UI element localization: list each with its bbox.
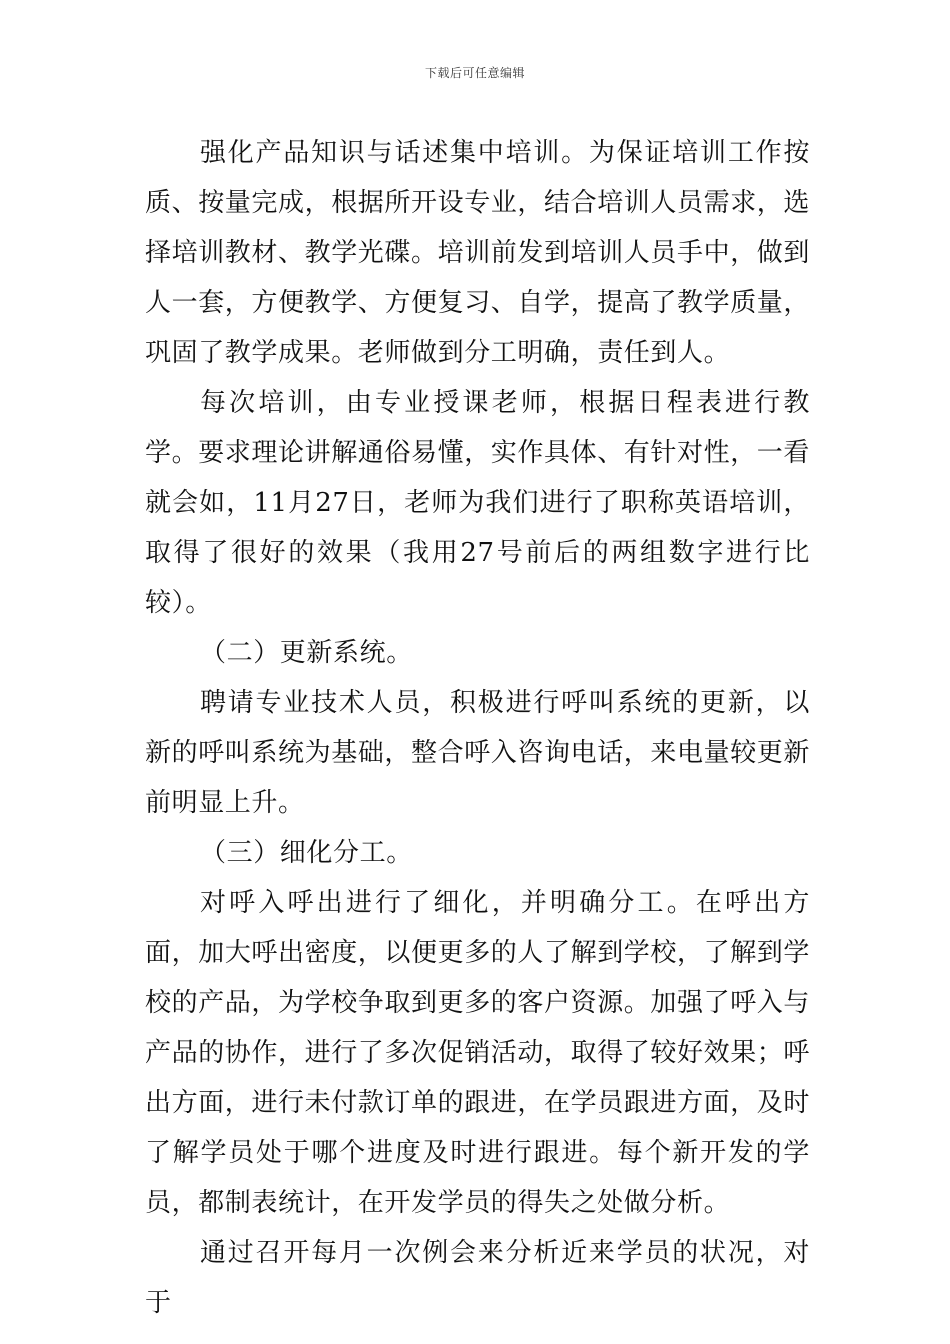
paragraph-refine-division: 对呼入呼出进行了细化，并明确分工。在呼出方面，加大呼出密度，以便更多的人了解到学校，了解到学校的产品，为学校争取到更多的客户资源。加强了呼入与产品的协作，进行了多次促销活动，取得了较好效果；呼出方面，进行未付款订单的跟进，在学员跟进方面，及时了解学员处于哪个进度及时进行跟进。每个新开发的学员，都制表统计，在开发学员的得失之处做分析。 [145,888,811,1218]
paragraph-each-training: 每次培训，由专业授课老师，根据日程表进行教学。要求理论讲解通俗易懂，实作具体、有针对性，一看就会如，11月27日，老师为我们进行了职称英语培训，取得了很好的效果（我用27号前后的两组数字进行比较）。 [145,388,811,618]
paragraph-training: 强化产品知识与话述集中培训。为保证培训工作按质、按量完成，根据所开设专业，结合培训人员需求，选择培训教材、教学光碟。培训前发到培训人员手中，做到人一套，方便教学、方便复习、自学，提高了教学质量，巩固了教学成果。老师做到分工明确，责任到人。 [145,138,811,368]
paragraph-update-system: 聘请专业技术人员，积极进行呼叫系统的更新，以新的呼叫系统为基础，整合呼入咨询电话，来电量较更新前明显上升。 [145,688,811,818]
paragraph-monthly-meeting: 通过召开每月一次例会来分析近来学员的状况，对于 [145,1238,810,1318]
section-heading-update-system: （二）更新系统。 [200,638,413,668]
page-header: 下载后可任意编辑 [424,66,525,80]
document-body [145,128,810,1328]
section-heading-refine-division: （三）细化分工。 [200,838,413,868]
